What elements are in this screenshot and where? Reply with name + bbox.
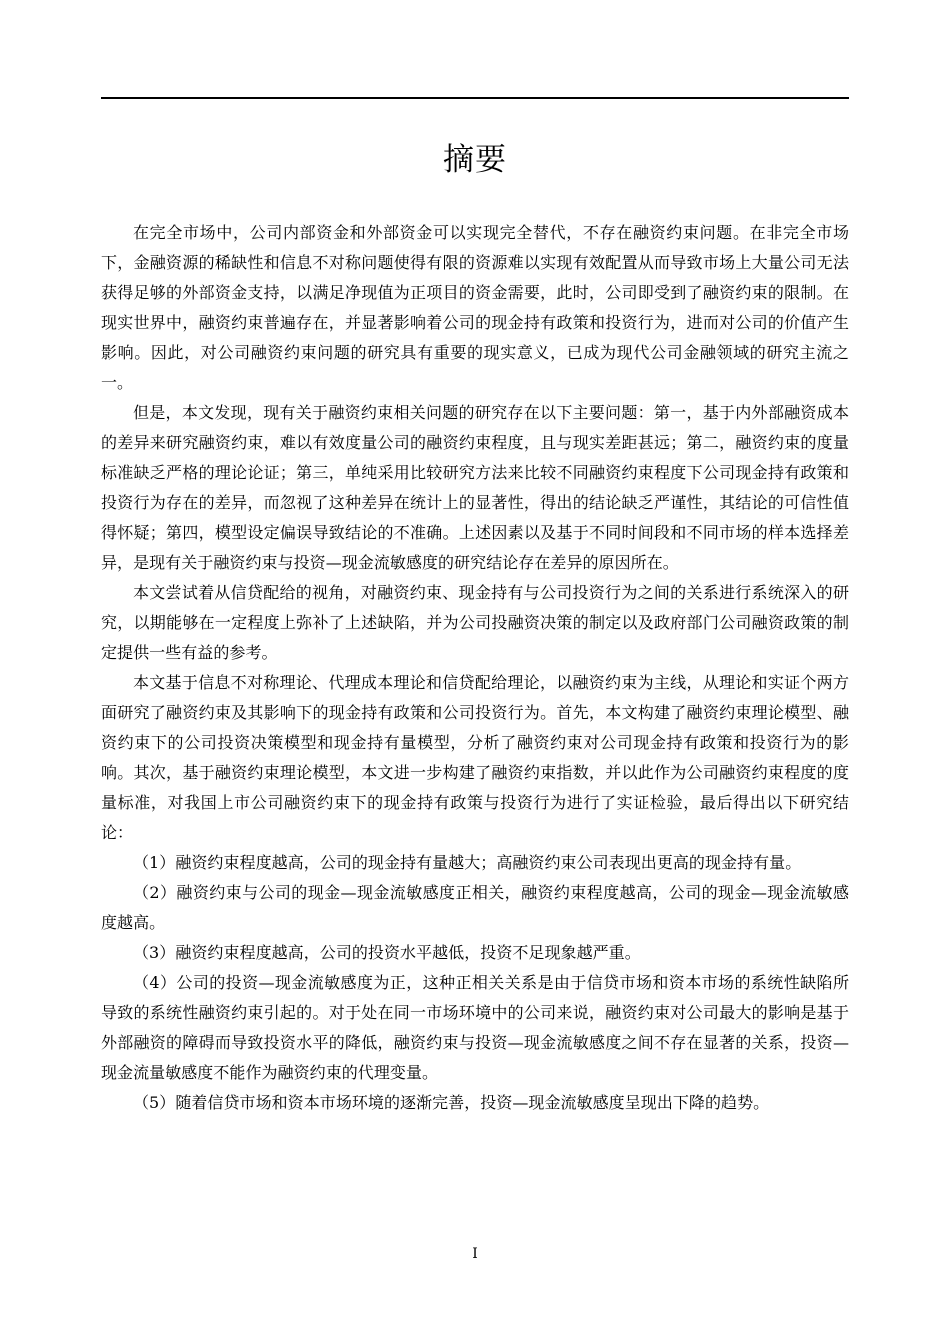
conclusion-item-4: （4）公司的投资—现金流敏感度为正，这种正相关关系是由于信贷市场和资本市场的系统性缺陷所导致的系统性融资约束引起的。对于处在同一市场环境中的公司来说，融资约束对公司最大的影响是基于外部融资的障碍而导致投资水平的降低，融资约束与投资—现金流敏感度之间不存在显著的关系，投资—现金流量敏感度不能作为融资约束的代理变量。 [101,973,849,1082]
paragraph-problems: 但是，本文发现，现有关于融资约束相关问题的研究存在以下主要问题：第一，基于内外部融资成本的差异来研究融资约束，难以有效度量公司的融资约束程度，且与现实差距甚远；第二，融资约束的度量标准缺乏严格的理论论证；第三，单纯采用比较研究方法来比较不同融资约束程度下公司现金持有政策和投资行为存在的差异，而忽视了这种差异在统计上的显著性，得出的结论缺乏严谨性，其结论的可信性值得怀疑；第四，模型设定偏误导致结论的不准确。上述因素以及基于不同时间段和不同市场的样本选择差异，是现有关于融资约束与投资—现金流敏感度的研究结论存在差异的原因所在。 [101,403,849,572]
conclusion-item-1: （1）融资约束程度越高，公司的现金持有量越大；高融资约束公司表现出更高的现金持有量。 [133,853,802,872]
abstract-body [101,218,849,1118]
conclusion-item-5: （5）随着信贷市场和资本市场环境的逐渐完善，投资—现金流敏感度呈现出下降的趋势。 [133,1093,770,1112]
paragraph-intro: 在完全市场中，公司内部资金和外部资金可以实现完全替代，不存在融资约束问题。在非完全市场下，金融资源的稀缺性和信息不对称问题使得有限的资源难以实现有效配置从而导致市场上大量公司无法获得足够的外部资金支持，以满足净现值为正项目的资金需要，此时，公司即受到了融资约束的限制。在现实世界中，融资约束普遍存在，并显著影响着公司的现金持有政策和投资行为，进而对公司的价值产生影响。因此，对公司融资约束问题的研究具有重要的现实意义，已成为现代公司金融领域的研究主流之一。 [101,223,849,392]
conclusion-item-2: （2）融资约束与公司的现金—现金流敏感度正相关，融资约束程度越高，公司的现金—现金流敏感度越高。 [101,883,849,932]
paragraph-method: 本文基于信息不对称理论、代理成本理论和信贷配给理论，以融资约束为主线，从理论和实证个两方面研究了融资约束及其影响下的现金持有政策和公司投资行为。首先，本文构建了融资约束理论模型、融资约束下的公司投资决策模型和现金持有量模型，分析了融资约束对公司现金持有政策和投资行为的影响。其次，基于融资约束理论模型，本文进一步构建了融资约束指数，并以此作为公司融资约束程度的度量标准，对我国上市公司融资约束下的现金持有政策与投资行为进行了实证检验，最后得出以下研究结论： [101,673,849,842]
paragraph-approach: 本文尝试着从信贷配给的视角，对融资约束、现金持有与公司投资行为之间的关系进行系统深入的研究，以期能够在一定程度上弥补了上述缺陷，并为公司投融资决策的制定以及政府部门公司融资政策的制定提供一些有益的参考。 [101,583,849,662]
page-title: 摘要 [443,142,507,178]
conclusion-item-3: （3）融资约束程度越高，公司的投资水平越低，投资不足现象越严重。 [133,943,641,962]
page-number: I [472,1246,478,1262]
header-rule [101,97,849,99]
